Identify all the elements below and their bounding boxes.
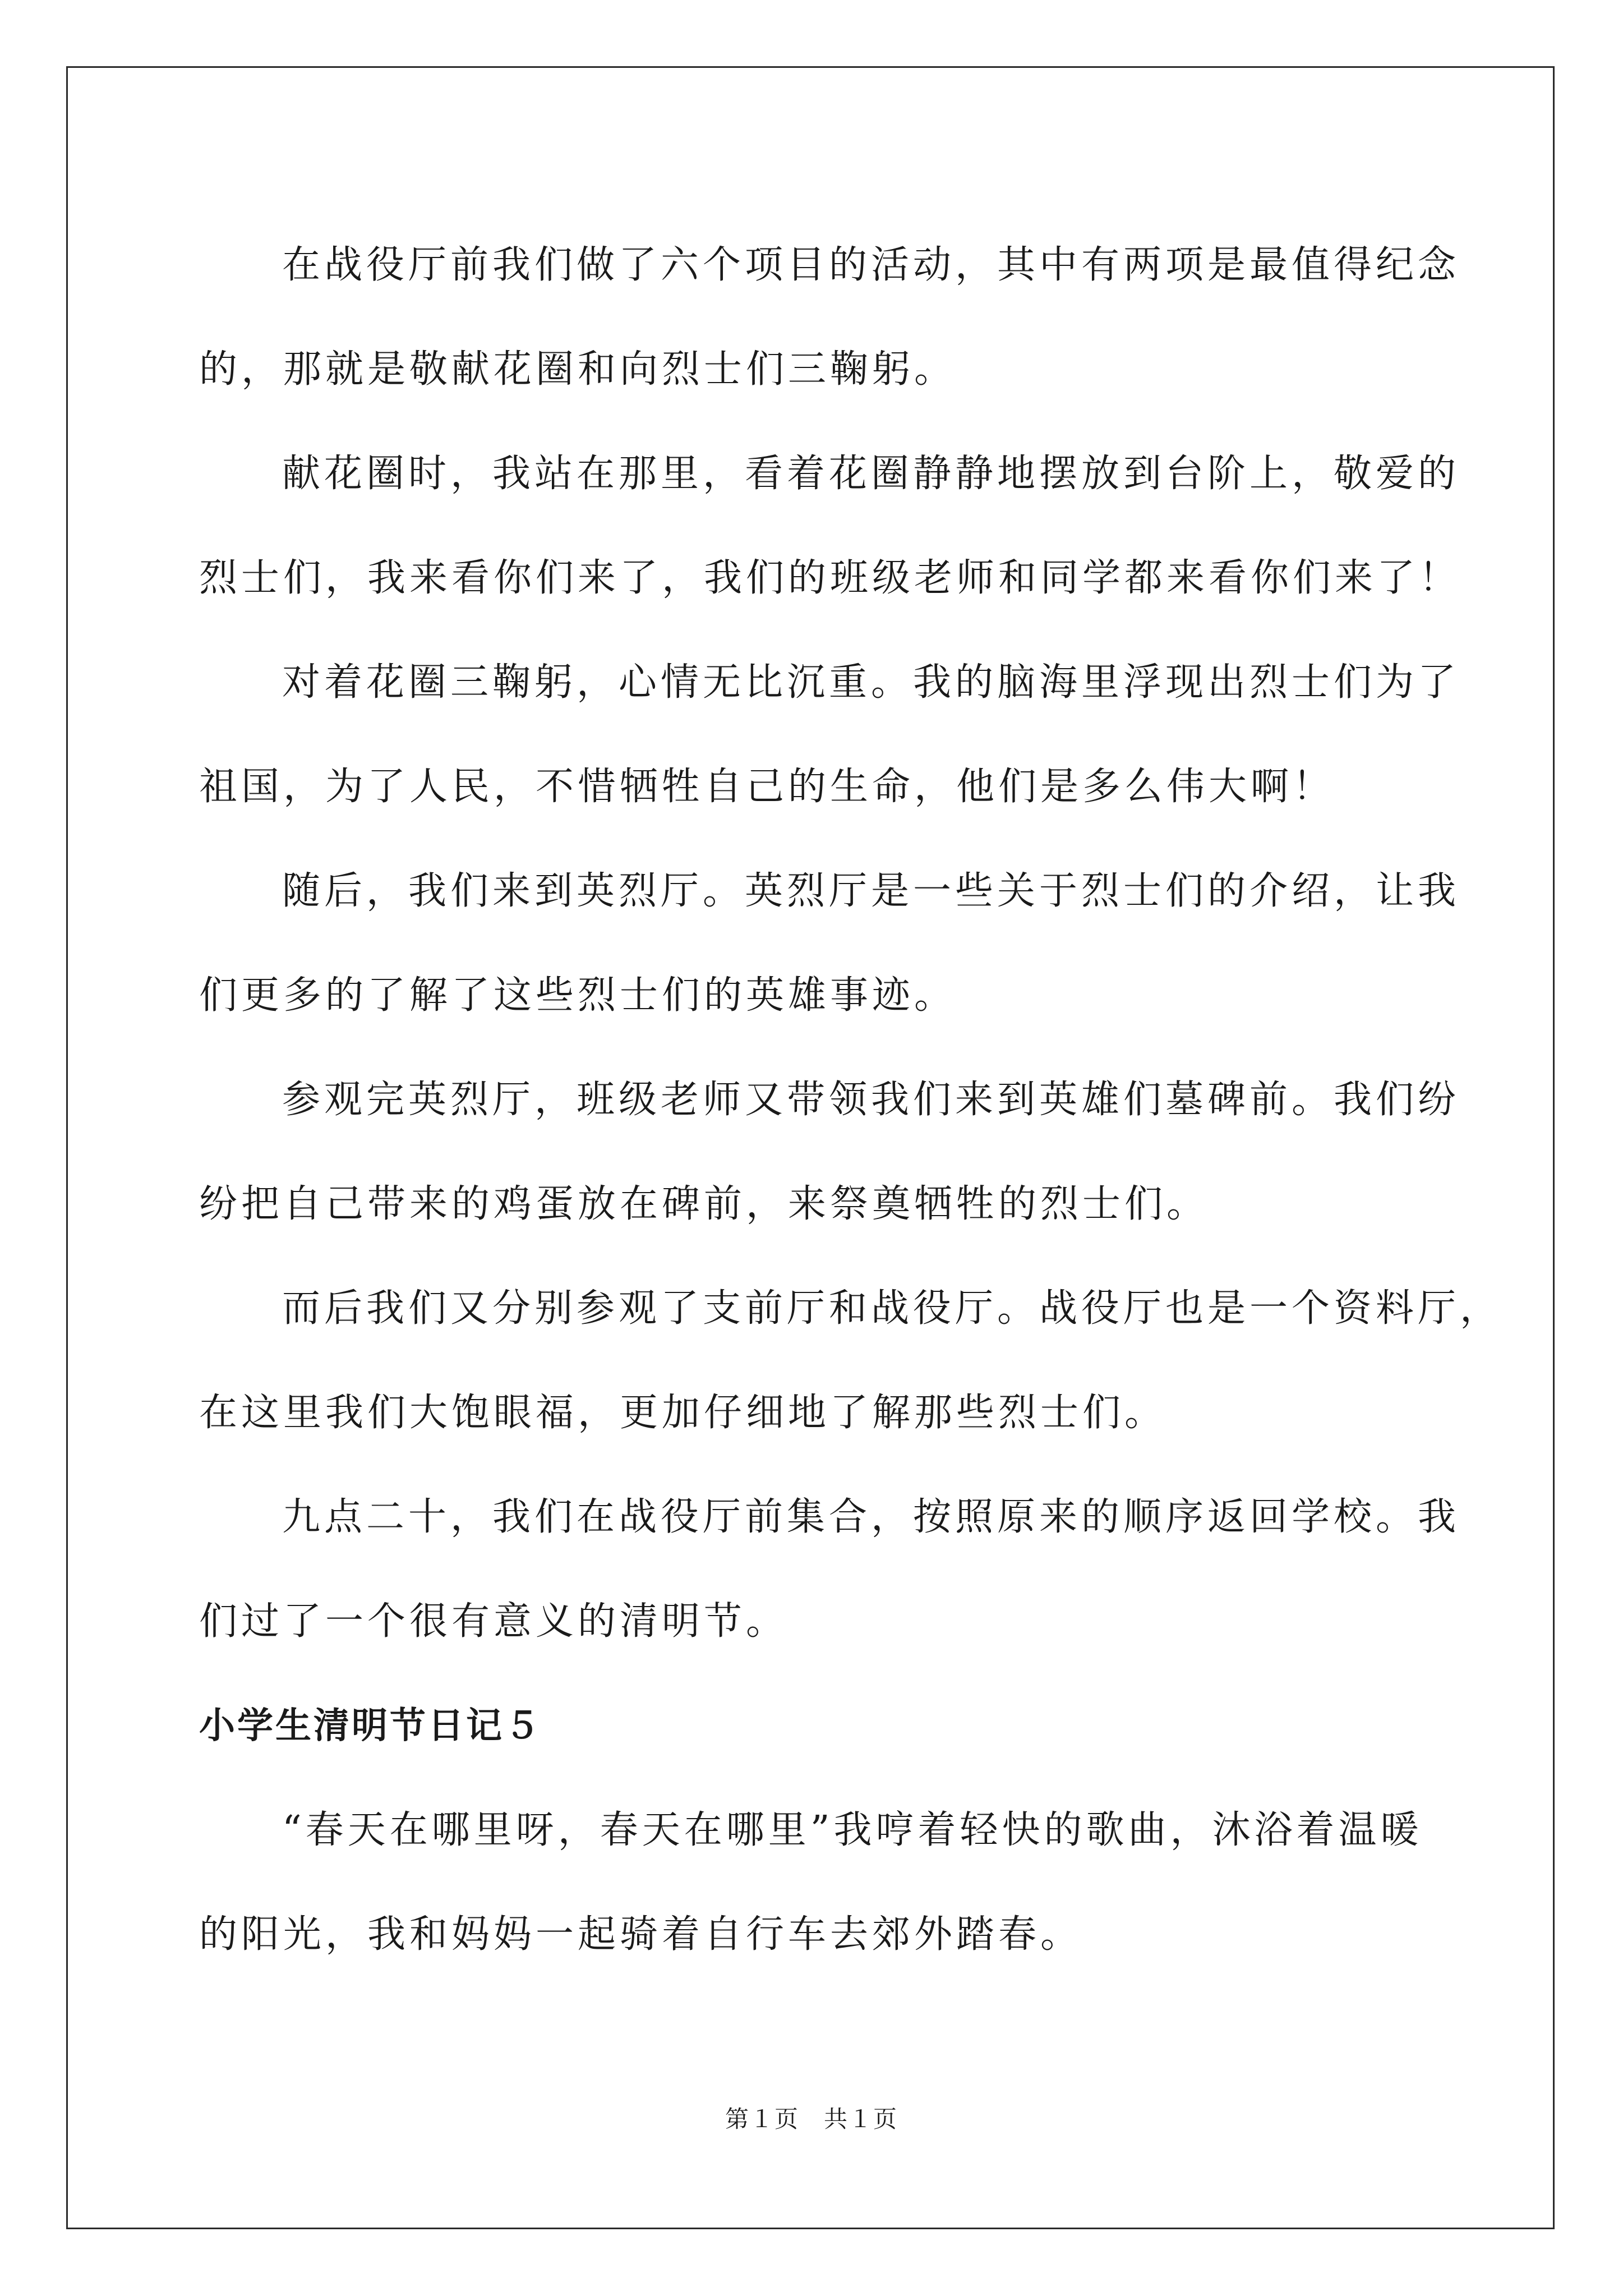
paragraph-line: 随后，我们来到英烈厅。英烈厅是一些关于烈士们的介绍，让我	[282, 869, 1460, 913]
page-number-footer: 第１页 共１页	[725, 2105, 898, 2133]
paragraph-line: 烈士们，我来看你们来了，我们的班级老师和同学都来看你们来了！	[199, 556, 1461, 600]
paragraph-line: “春天在哪里呀，春天在哪里”我哼着轻快的歌曲，沐浴着温暖	[282, 1808, 1423, 1852]
paragraph-line: 对着花圈三鞠躬，心情无比沉重。我的脑海里浮现出烈士们为了	[282, 660, 1460, 705]
paragraph-line: 九点二十，我们在战役厅前集合，按照原来的顺序返回学校。我	[282, 1495, 1460, 1539]
section-heading: 小学生清明节日记５	[199, 1705, 542, 1747]
paragraph-line: 的阳光，我和妈妈一起骑着自行车去郊外踏春。	[199, 1912, 1083, 1957]
paragraph-line: 们更多的了解了这些烈士们的英雄事迹。	[199, 973, 957, 1018]
paragraph	[199, 213, 1460, 422]
paragraph-line: 祖国，为了人民，不惜牺牲自己的生命，他们是多么伟大啊！	[199, 765, 1335, 809]
paragraph-line: 们过了一个很有意义的清明节。	[199, 1599, 789, 1644]
paragraph	[199, 1257, 1502, 1465]
paragraph	[199, 1778, 1433, 1987]
paragraph-line: 参观完英烈厅，班级老师又带领我们来到英雄们墓碑前。我们纷	[282, 1078, 1460, 1122]
paragraph-line: 在战役厅前我们做了六个项目的活动，其中有两项是最值得纪念	[282, 243, 1460, 287]
paragraph-line: 纷把自己带来的鸡蛋放在碑前，来祭奠牺牲的烈士们。	[199, 1182, 1209, 1226]
paragraph-line: 而后我们又分别参观了支前厅和战役厅。战役厅也是一个资料厅，	[282, 1286, 1502, 1331]
paragraph-line: 献花圈时，我站在那里，看着花圈静静地摆放到台阶上，敬爱的	[282, 452, 1460, 496]
paragraph	[199, 839, 1460, 1048]
paragraph	[199, 1048, 1460, 1257]
paragraph-line: 的，那就是敬献花圈和向烈士们三鞠躬。	[199, 347, 957, 392]
paragraph-line: 在这里我们大饱眼福，更加仔细地了解那些烈士们。	[199, 1391, 1167, 1435]
paragraph	[199, 1465, 1460, 1674]
paragraph	[199, 631, 1460, 839]
paragraph	[199, 422, 1461, 631]
document-body	[199, 213, 1502, 1987]
